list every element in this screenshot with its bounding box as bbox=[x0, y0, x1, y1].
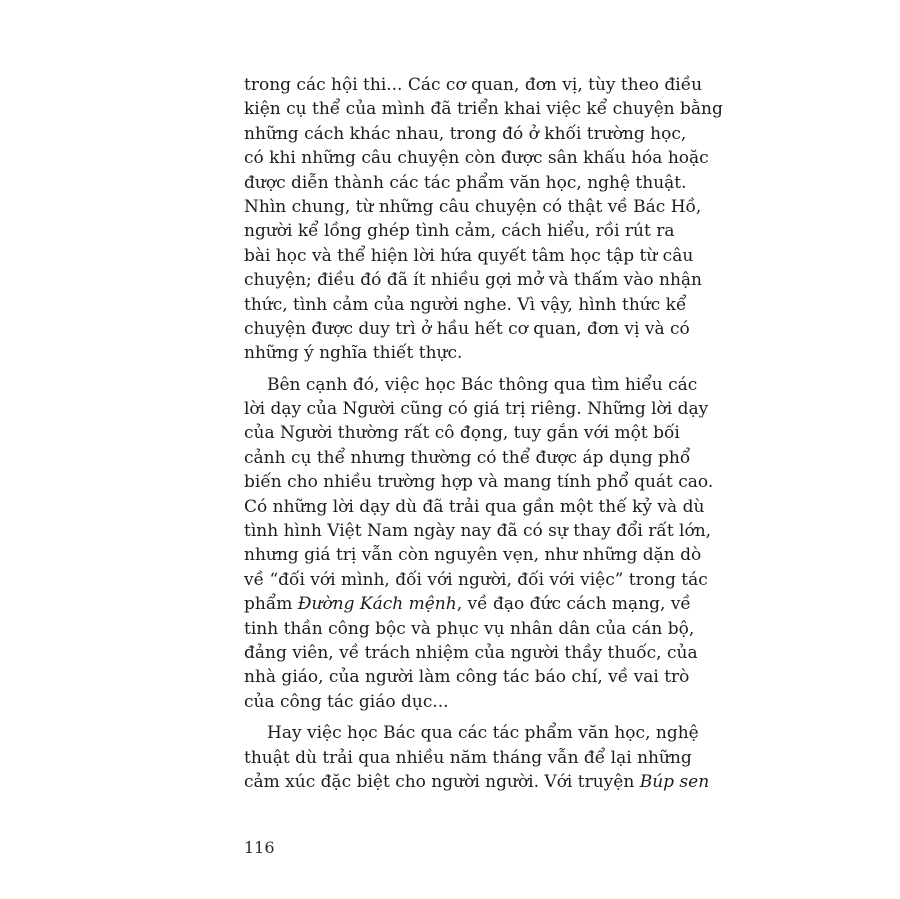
text-line: nhà giáo, của người làm công tác báo chí, về vai trò bbox=[244, 667, 690, 688]
text-line: được diễn thành các tác phẩm văn học, nghệ thuật. bbox=[244, 172, 687, 193]
text-line: Hay việc học Bác qua các tác phẩm văn học, nghệ bbox=[267, 723, 699, 744]
text-line: tinh thần công bộc và phục vụ nhân dân của cán bộ, bbox=[244, 618, 695, 639]
text-line: người kể lồng ghép tình cảm, cách hiểu, rồi rút ra bbox=[244, 221, 675, 242]
text-line: Nhìn chung, từ những câu chuyện có thật về Bác Hồ, bbox=[244, 196, 702, 217]
text-line: chuyện; điều đó đã ít nhiều gợi mở và thấm vào nhận bbox=[244, 270, 702, 291]
text-line: của công tác giáo dục... bbox=[244, 691, 449, 712]
text-line: cảm xúc đặc biệt cho người người. Với truyện Búp sen bbox=[244, 771, 710, 792]
text-line: trong các hội thi... Các cơ quan, đơn vị, tùy theo điều bbox=[244, 75, 703, 95]
text-line: của Người thường rất cô đọng, tuy gắn với một bối bbox=[244, 423, 680, 444]
italic-title: Đường Kách mệnh bbox=[297, 594, 457, 615]
page-text-body bbox=[244, 73, 723, 801]
text-line: phẩm Đường Kách mệnh, về đạo đức cách mạng, về bbox=[244, 594, 691, 615]
text-line: có khi những câu chuyện còn được sân khấu hóa hoặc bbox=[244, 148, 709, 169]
text-line: nhưng giá trị vẫn còn nguyên vẹn, như những dặn dò bbox=[244, 545, 702, 566]
text-line: cảnh cụ thể nhưng thường có thể được áp dụng phổ bbox=[244, 447, 691, 468]
text-line: tình hình Việt Nam ngày nay đã có sự thay đổi rất lớn, bbox=[244, 521, 712, 542]
text-line: bài học và thể hiện lời hứa quyết tâm học tập từ câu bbox=[244, 245, 694, 266]
italic-title: Búp sen bbox=[639, 771, 710, 792]
text-line: những cách khác nhau, trong đó ở khối trường học, bbox=[244, 123, 687, 144]
text-line: Bên cạnh đó, việc học Bác thông qua tìm hiểu các bbox=[267, 374, 698, 395]
text-line: về “đối với mình, đối với người, đối với việc” trong tác bbox=[244, 569, 708, 590]
text-line: lời dạy của Người cũng có giá trị riêng. Những lời dạy bbox=[244, 399, 709, 420]
paragraph bbox=[244, 721, 710, 794]
paragraph bbox=[244, 373, 714, 714]
text-line: biến cho nhiều trường hợp và mang tính phổ quát cao. bbox=[244, 472, 714, 493]
text-line: những ý nghĩa thiết thực. bbox=[244, 343, 463, 364]
text-line: thuật dù trải qua nhiều năm tháng vẫn để lại những bbox=[244, 747, 692, 768]
text-line: chuyện được duy trì ở hầu hết cơ quan, đơn vị và có bbox=[244, 318, 690, 339]
page-number: 116 bbox=[244, 838, 275, 857]
text-line: thức, tình cảm của người nghe. Vì vậy, hình thức kể bbox=[244, 294, 687, 315]
text-line: Có những lời dạy dù đã trải qua gần một thế kỷ và dù bbox=[244, 496, 705, 517]
text-line: kiện cụ thể của mình đã triển khai việc kể chuyện bằng bbox=[244, 99, 723, 120]
text-line: đảng viên, về trách nhiệm của người thầy thuốc, của bbox=[244, 642, 698, 663]
paragraph bbox=[244, 73, 723, 366]
